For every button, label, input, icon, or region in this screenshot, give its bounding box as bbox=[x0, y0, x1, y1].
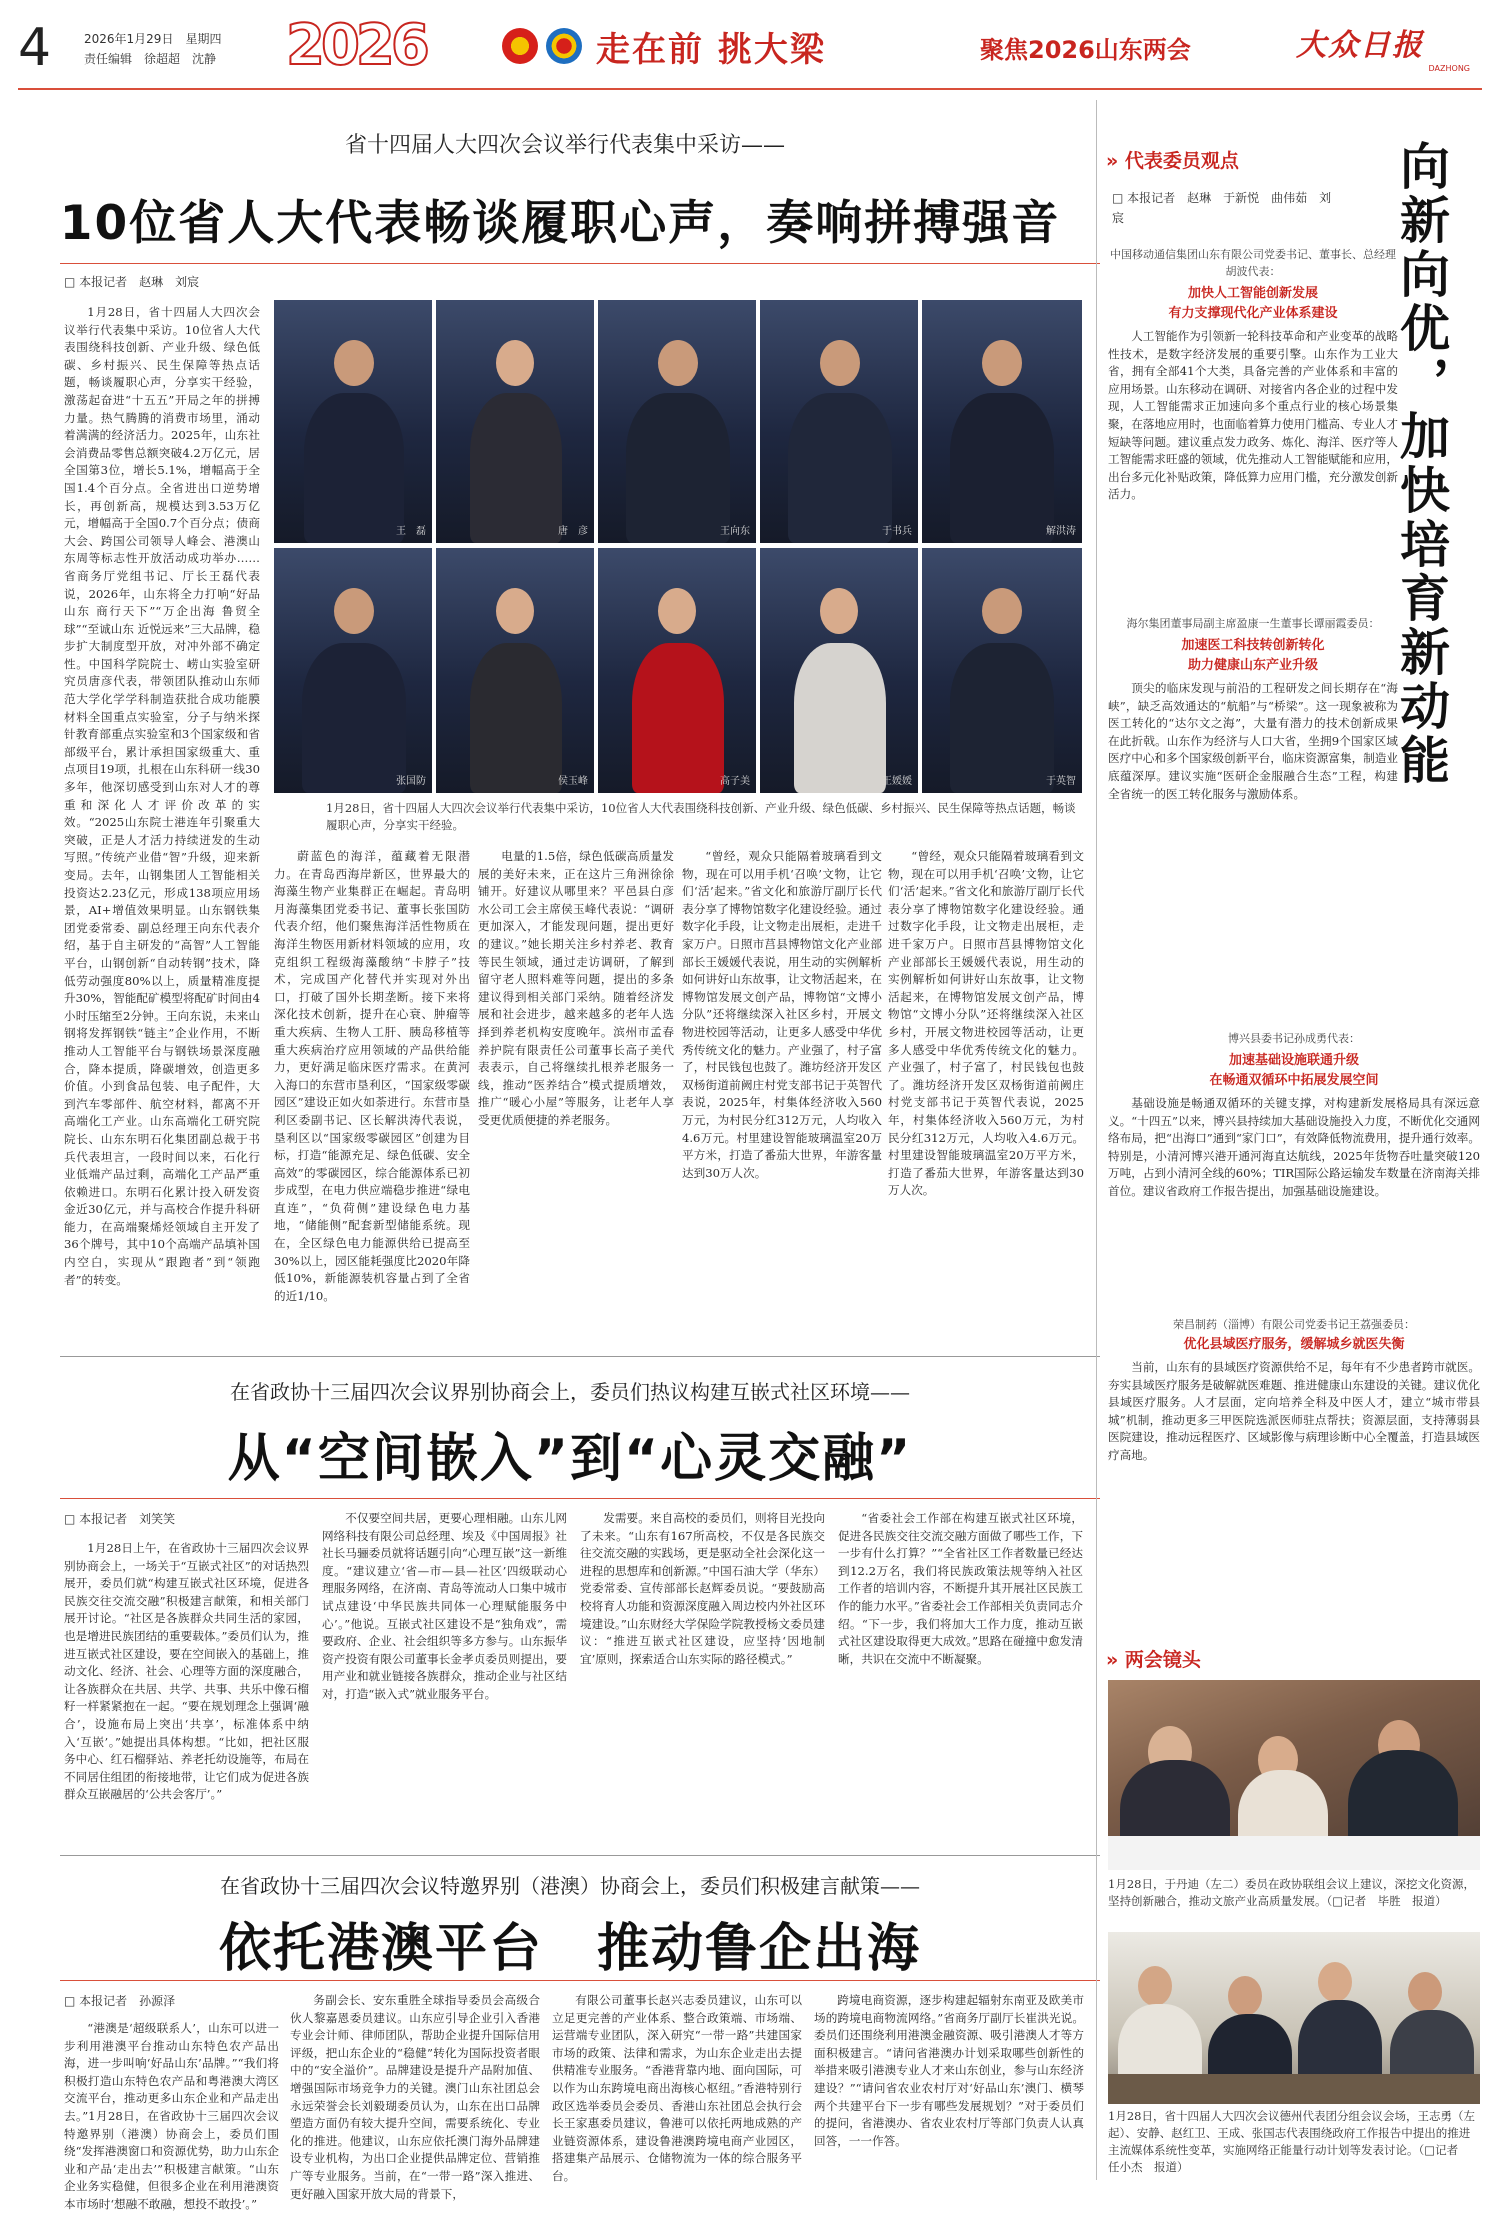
item3-body-text: 基础设施是畅通双循环的关键支撑，对构建新发展格局具有深远意义。“十四五”以来，博兴县持续加大基础设施投入力度，不断优化交通网络布局，把“出海口”通到“家门口”，有效降低物流费用，提升通行效率。特别是，小清河博兴港开通河海直达航线，2025年货物吞吐量突破120万吨，占到小清河全线的60%；TIR国际公路运输发车数量在济南海关排首位。建议省政府工作报告提出，加强基础设施建设。 bbox=[1108, 1096, 1480, 1198]
article3-col3 bbox=[552, 1992, 802, 2183]
weekday-text: 星期四 bbox=[185, 32, 222, 46]
article1-col2-text: 蔚蓝色的海洋，蕴藏着无限潜力。在青岛西海岸新区，世界最大的海藻生物产业集群正在崛起。青岛明月海藻集团党委书记、董事长张国防代表介绍，他们聚焦海洋活性物质在海洋生物医用新材料领域的应用，攻克组织工程级海藻酸纳“卡脖子”技术，完成国产化替代并实现对外出口，打破了国外长期垄断。接下来将深化技术创新，提升在心衰、肿瘤等重大疾病、生物人工肝、胰岛移植等重大疾病治疗应用领域的产品供给能力，更好满足临床医疗需求。在黄河入海口的东营市垦利区，“国家级零碳园区”建设正如火如荼进行。东营市垦利区委副书记、区长解洪涛代表说，垦利区以“国家级零碳园区”创建为目标，打造“能源充足、绿色低碳、安全高效”的零碳园区，综合能源体系已初步成型，在电力供应端稳步推进“绿电直连”，“负荷侧”建设绿色电力基地，“储能侧”配套新型储能系统。现在，全区绿色电力能源供给已提高至30%以上，园区能耗强度比2020年降低10%，新能源装机容量占到了全省的近1/10。 bbox=[274, 849, 470, 1303]
item2-head2: 助力健康山东产业升级 bbox=[1187, 658, 1318, 673]
article1-col4 bbox=[682, 848, 882, 1348]
page-number: 4 bbox=[18, 18, 52, 78]
sidebar-byline: □ 本报记者 赵琳 于新悦 曲伟茹 刘宸 bbox=[1112, 191, 1332, 225]
chevron-right-icon-2: » bbox=[1106, 1649, 1119, 1671]
article2-rule bbox=[60, 1498, 1100, 1499]
sidebar-vertical-title: 向新向优，加快培育新动能 bbox=[1392, 140, 1450, 788]
item4-body bbox=[1108, 1359, 1480, 1629]
item2-body-text: 顶尖的临床发现与前沿的工程研发之间长期存在“海峡”，缺乏高效通达的“航船”与“桥梁”。这一现象被称为医工转化的“达尔文之海”，大量有潜力的技术创新成果在此折戟。山东作为经济与人口大省，坐拥9个国家区域医疗中心和多个国家级创新平台，临床资源富集，制造业底蕴深厚。建议实施“医研企金服融合生态”工程，构建全省统一的医工转化服务与激励体系。 bbox=[1108, 681, 1398, 801]
article2-col2-text: 不仅要空间共居，更要心理相融。山东儿网网络科技有限公司总经理、埃及《中国周报》社社长马骊委员就将话题引向“心理互嵌”这一新维度。“建议建立‘省—市—县—社区’四级联动心理服务网络，在济南、青岛等流动人口集中城市试点建设‘中华民族共同体一心理赋能服务中心’。”他说。互嵌式社区建设不是“独角戏”，需要政府、企业、社会组织等多方参与。山东振华资产投资有限公司董事长金孝贞委员则提出，要用产业和就业链接各族群众，推动企业与社区结对，打造“嵌入式”就业服务平台。 bbox=[322, 1511, 567, 1701]
article2-bottom-rule bbox=[60, 1855, 1100, 1856]
article1-byline: □ 本报记者 赵琳 刘宸 bbox=[64, 275, 200, 289]
sidebar-photo2-caption: 1月28日，省十四届人大四次会议德州代表团分组会议会场，王志勇（左起）、安静、赵红卫、王成、张国志代表围绕政府工作报告中提出的推进主流媒体系统性变革，实施网络正能量行动计划等发表讨论。（□记者 任小杰 报道） bbox=[1108, 2109, 1475, 2174]
portrait-6 bbox=[274, 548, 432, 793]
item1-body bbox=[1108, 328, 1398, 600]
portrait-9 bbox=[760, 548, 918, 793]
article1-col5 bbox=[888, 848, 1084, 1348]
item3-body bbox=[1108, 1095, 1480, 1303]
portrait-name-6: 张国防 bbox=[396, 776, 426, 787]
photos-section-tag bbox=[1106, 1645, 1201, 1672]
article1-col1 bbox=[64, 304, 260, 1349]
portrait-name-10: 于英智 bbox=[1046, 776, 1076, 787]
sidebar-section-tag bbox=[1106, 146, 1239, 173]
article1-bottom-rule bbox=[60, 1356, 1100, 1357]
sidebar-divider bbox=[1096, 100, 1097, 2180]
portrait-7 bbox=[436, 548, 594, 793]
date-text: 2026年1月29日 bbox=[84, 32, 174, 46]
article3-col4-text: 跨境电商资源，逐步构建起辐射东南亚及欧美市场的跨境电商物流网络。”省商务厅副厅长崔洪光说。委员们还围绕利用港澳金融资源、吸引港澳人才等方面积极建言。“请问省港澳办计划采取哪些创新性的举措来吸引港澳专业人才来山东创业，参与山东经济建设？”“请问省农业农村厅对‘好品山东’澳门、横琴两个共建平台下一步有哪些发展规划？”对于委员们的提问，省港澳办、省农业农村厅等部门负责人认真回答，一一作答。 bbox=[814, 1993, 1084, 2148]
newspaper-en: DAZHONG bbox=[1428, 64, 1470, 73]
article3-col1 bbox=[64, 2020, 279, 2211]
year-art bbox=[280, 13, 500, 78]
editor-credit: 责任编辑 徐超超 沈静 bbox=[84, 52, 217, 66]
portrait-name-2: 唐 彦 bbox=[558, 526, 588, 537]
portrait-10 bbox=[922, 548, 1082, 793]
newspaper-name: 大众日报 bbox=[1296, 28, 1424, 63]
sidebar-item-4 bbox=[1108, 1316, 1480, 1629]
portrait-name-4: 于书兵 bbox=[882, 526, 912, 537]
article3-col4 bbox=[814, 1992, 1084, 2178]
item4-intro: 荣昌制药（淄博）有限公司党委书记王荔强委员： bbox=[1173, 1318, 1415, 1331]
article1-col5-text: “曾经，观众只能隔着玻璃看到文物，现在可以用手机‘召唤’文物，让它们‘活’起来。”省文化和旅游厅副厅长代表分享了博物馆数字化建设经验。通过数字化手段，让文物走出展柜，走进千家万户。日照市莒县博物馆文化产业部部长王媛媛代表说，用生动的实例解析如何讲好山东故事，让文物活起来，在博物馆发展文创产品，博物馆“文博小分队”还将继续深入社区乡村，开展文物进校园等活动，让更多人感受中华优秀传统文化的魅力。产业强了，村子富了，村民钱包也鼓了。潍坊经济开发区双杨街道前阙庄村党支部书记于英智代表说，2025年，村集体经济收入560万元，为村民分红312万元，人均收入4.6万元。村里建设智能玻璃温室20万平方米，打造了番茄大世界，年游客量达到30万人次。 bbox=[888, 849, 1084, 1198]
sidebar-item-2 bbox=[1108, 615, 1484, 965]
portrait-name-3: 王向东 bbox=[720, 526, 750, 537]
sidebar-photo-2 bbox=[1108, 1932, 1480, 2104]
article2-headline: 从“空间嵌入”到“心灵交融” bbox=[227, 1429, 913, 1489]
item3-head2: 在畅通双循环中拓展发展空间 bbox=[1209, 1073, 1379, 1088]
cppcc-emblem-icon bbox=[546, 28, 582, 64]
sidebar-photo1-caption: 1月28日，于丹迪（左二）委员在政协联组会议上建议，深挖文化资源，坚持创新融合，推动文旅产业高质量发展。（□记者 毕胜 报道） bbox=[1108, 1877, 1475, 1908]
year-art-graphic bbox=[280, 13, 500, 78]
article1-col3 bbox=[478, 848, 674, 1348]
masthead-rule bbox=[18, 88, 1482, 90]
sidebar-item-1 bbox=[1108, 246, 1398, 600]
item1-intro: 中国移动通信集团山东有限公司党委书记、董事长、总经理胡波代表： bbox=[1110, 248, 1396, 278]
article1-photo-caption: 1月28日，省十四届人大四次会议举行代表集中采访，10位省人大代表围绕科技创新、产业升级、绿色低碳、乡村振兴、民生保障等热点话题，畅谈履职心声，分享实干经验。 bbox=[326, 801, 1076, 832]
item4-head1: 优化县域医疗服务，缓解城乡就医失衡 bbox=[1183, 1337, 1405, 1352]
sidebar-item-3 bbox=[1108, 1030, 1480, 1303]
article2-col4 bbox=[838, 1510, 1083, 1845]
article3-col1-text: “港澳是‘超级联系人’，山东可以进一步利用港澳平台推动山东特色农产品出海，进一步叫响‘好品山东’品牌。”“我们将积极打造山东特色农产品和粤港澳大湾区交流平台，推动更多山东企业和产品走出去。”1月28日，在省政协十三届四次会议特邀界别（港澳）协商会上，委员们围绕“发挥港澳窗口和资源优势，助力山东企业和产品‘走出去’”积极建言献策。“山东企业务实稳健，但很多企业在利用港澳资本市场时‘想融不敢融，想投不敢投’。” bbox=[64, 2021, 279, 2211]
article1-headline: 10位省人大代表畅谈履职心声，奏响拼搏强音 bbox=[59, 196, 1061, 251]
article1-col1-text: 1月28日，省十四届人大四次会议举行代表集中采访。10位省人大代表围绕科技创新、产业升级、绿色低碳、乡村振兴、民生保障等热点话题，畅谈履职心声，分享实干经验，激荡起奋进“十五五”开局之年的拼搏力量。热气腾腾的消费市场里，涌动着满满的经济活力。2025年，山东社会消费品零售总额突破4.2万亿元，居全国第3位，增长5.1%，增幅高于全国1.4个百分点。全省进出口逆势增长，再创新高，规模达到3.53万亿元，增幅高于全国0.7个百分点；债商大会、跨国公司领导人峰会、港澳山东周等标志性开放活动成功举办……省商务厅党组书记、厅长王磊代表说，2026年，山东将全力打响“好品山东 商行天下”“万企出海 鲁贸全球”“至诚山东 近悦远来”三大品牌，稳步扩大制度型开放，对冲外部不确定性。中国科学院院士、崂山实验室研究员唐彦代表，带领团队推动山东师范大学化学学科制造获批合成功能膜材料全国重点实验室，分子与纳米探针教育部重点实验室和3个国家级和省部级平台，累计承担国家级重大、重点项目19项，扎根在山东科研一线30多年，他深切感受到山东对人才的尊重和深化人才评价改革的实效。“2025山东院士港连年引聚重大突破，正是人才活力持续迸发的生动写照。”传统产业借“智”升级，迎来新变局。去年，山钢集团人工智能相关投资达2.23亿元，形成138项应用场景，AI+增值效果明显。山东钢铁集团党委常委、副总经理王向东代表介绍，基于自主研发的“高智”人工智能平台，山钢创新“自动转钢”技术，降低劳动强度80%以上，质量精准度提升30%，智能配矿模型将配矿时间由4小时压缩至2分钟。王向东说，未来山钢将发挥钢铁“链主”企业作用，不断推动人工智能平台与钢铁场景深度融合，降本提质，降碳增效，创造更多价值。小到食品包装、电子配件，大到汽车零部件、航空材料，都离不开高端化工产业。山东高端化工研究院院长、山东东明石化集团副总裁于书兵代表坦言，一段时间以来，石化行业低端产品过剩，高端化工产品严重依赖进口。东明石化累计投入研发资金近30亿元，并与高校合作提升科研能力，在高端聚烯烃领域自主开发了36个牌号，其中10个高端产品填补国内空白，实现从“跟跑者”到“领跑者”的转变。 bbox=[64, 305, 260, 1287]
article3-col3-text: 有限公司董事长赵兴志委员建议，山东可以立足更完善的产业体系、整合政策端、市场端、运营端专业团队，深入研究“一带一路”共建国家市场的政策、法律和需求，为山东企业走出去提供精准专业服务。“香港背靠内地、面向国际，可以作为山东跨境电商出海核心枢纽。”香港特别行政区选举委员会委员、香港山东社团总会执行会长王家惠委员建议，鲁港可以依托两地成熟的产业链资源体系，建设鲁港澳跨境电商产业园区，搭建集产品展示、仓储物流为一体的综合服务平台。 bbox=[552, 1993, 802, 2183]
article1-kicker: 省十四届人大四次会议举行代表集中采访—— bbox=[344, 133, 785, 158]
national-emblem-icon bbox=[502, 28, 538, 64]
item2-head1: 加速医工科技转创新转化 bbox=[1181, 638, 1325, 653]
article2-col3-text: 发需要。来自高校的委员们，则将目光投向了未来。“山东有167所高校，不仅是各民族交往交流交融的实践场，更是驱动全社会深化这一进程的思想库和创新源。”中国石油大学（华东）党委常委、宣传部部长赵辉委员说。“要鼓励高校将育人功能和资源深度融入周边校内外社区环境建设。”山东财经大学保险学院教授杨文委员建议：“推进互嵌式社区建设，应坚持‘因地制宜’原则，探索适合山东实际的路径模式。” bbox=[580, 1511, 825, 1666]
chevron-right-icon: » bbox=[1106, 150, 1119, 172]
sidebar-photo-1 bbox=[1108, 1680, 1480, 1870]
article1-col4-text: “曾经，观众只能隔着玻璃看到文物，现在可以用手机‘召唤’文物，让它们‘活’起来。”省文化和旅游厅副厅长代表分享了博物馆数字化建设经验。通过数字化手段，让文物走出展柜，走进千家万户。日照市莒县博物馆文化产业部部长王媛媛代表说，用生动的实例解析如何讲好山东故事，让文物活起来，在博物馆发展文创产品，博物馆“文博小分队”还将继续深入社区乡村，开展文物进校园等活动，让更多人感受中华优秀传统文化的魅力。产业强了，村子富了，村民钱包也鼓了。潍坊经济开发区双杨街道前阙庄村党支部书记于英智代表说，2025年，村集体经济收入560万元，为村民分红312万元，人均收入4.6万元。村里建设智能玻璃温室20万平方米，打造了番茄大世界，年游客量达到30万人次。 bbox=[682, 849, 882, 1180]
article3-rule bbox=[60, 1980, 1100, 1981]
portrait-5 bbox=[922, 300, 1082, 543]
article1-rule bbox=[60, 263, 1100, 264]
portrait-name-8: 高子美 bbox=[720, 776, 750, 787]
slogan: 走在前 挑大梁 bbox=[596, 30, 826, 70]
article1-col2 bbox=[274, 848, 470, 1348]
article3-col2 bbox=[290, 1992, 540, 2201]
item1-body-text: 人工智能作为引领新一轮科技革命和产业变革的战略性技术，是数字经济发展的重要引擎。山东作为工业大省，拥有全部41个大类，具备完善的产业体系和丰富的应用场景。山东移动在调研、对接省内各企业的过程中发现，人工智能需求正加速向多个重点行业的核心场景集聚，在落地应用时，也面临着算力使用门槛高、专业人才短缺等问题。建议重点发力政务、炼化、海洋、医疗等人工智能需求旺盛的领域，优先推动人工智能赋能和应用，出台多元化补贴政策，降低算力应用门槛，充分激发创新活力。 bbox=[1108, 329, 1398, 502]
portrait-name-1: 王 磊 bbox=[396, 526, 426, 537]
article1-photo-grid bbox=[274, 300, 1082, 793]
portrait-name-7: 侯玉峰 bbox=[558, 776, 588, 787]
portrait-8 bbox=[598, 548, 756, 793]
issue-date bbox=[84, 30, 221, 47]
theme-title: 聚焦2026山东两会 bbox=[980, 36, 1191, 64]
article3-kicker: 在省政协十三届四次会议特邀界别（港澳）协商会上，委员们积极建言献策—— bbox=[220, 1874, 920, 1898]
article2-col1 bbox=[64, 1540, 309, 1845]
portrait-2 bbox=[436, 300, 594, 543]
newspaper-logo bbox=[1296, 20, 1476, 78]
article2-byline: □ 本报记者 刘笑笑 bbox=[64, 1512, 176, 1526]
article2-col3 bbox=[580, 1510, 825, 1845]
year-art-text: 2026 bbox=[286, 13, 426, 78]
article2-col4-text: “省委社会工作部在构建互嵌式社区环境，促进各民族交往交流交融方面做了哪些工作，下一步有什么打算？”“全省社区工作者数量已经达到12.2万名，我们将民族政策法规等纳入社区工作者的培训内容，不断提升其开展社区民族工作的能力水平。”省委社会工作部相关负责同志介绍。“下一步，我们将加大工作力度，推动互嵌式社区建设取得更大成效。”思路在碰撞中愈发清晰，共识在交流中不断凝聚。 bbox=[838, 1511, 1083, 1666]
article3-byline: □ 本报记者 孙源泽 bbox=[64, 1994, 176, 2008]
article2-col1-text: 1月28日上午，在省政协十三届四次会议界别协商会上，一场关于“互嵌式社区”的对话热烈展开，委员们就“构建互嵌式社区环境，促进各民族交往交流交融”积极建言献策，和相关部门展开讨论。“社区是各族群众共同生活的家园，也是增进民族团结的重要载体。”委员们认为，推进互嵌式社区建设，要在空间嵌入的基础上，推动文化、经济、社会、心理等方面的深度融合，让各族群众在共居、共学、共事、共乐中像石榴籽一样紧紧抱在一起。“要在规划理念上强调‘融合’，设施布局上突出‘共享’，标准体系中纳入‘互嵌’。”她提出具体构想。“比如，把社区服务中心、红石榴驿站、养老托幼设施等，布局在不同居住组团的衔接地带，让它们成为促进各族群众互嵌融居的‘公共会客厅’。” bbox=[64, 1541, 309, 1802]
photos-section-label: 两会镜头 bbox=[1124, 1649, 1201, 1671]
item1-head1: 加快人工智能创新发展 bbox=[1187, 286, 1318, 301]
item2-intro: 海尔集团董事局副主席盈康一生董事长谭丽霞委员： bbox=[1126, 617, 1380, 630]
item1-head2: 有力支撑现代化产业体系建设 bbox=[1168, 306, 1338, 321]
item3-head1: 加速基础设施联通升级 bbox=[1228, 1053, 1359, 1068]
article3-col2-text: 务副会长、安东重胜全球指导委员会高级合伙人黎嘉恩委员建议。山东应引导企业引入香港专业会计师、律师团队，帮助企业提升国际信用评级，把山东企业的“稳健”转化为国际投资者眼中的“安全溢价”。品牌建设是提升产品附加值、增强国际市场竞争力的关键。澳门山东社团总会永远荣誉会长刘毅瑚委员认为，山东在出口品牌塑造方面仍有较大提升空间，需要系统化、专业化的推进。他建议，山东应依托澳门海外品牌建设专业机构，为出口企业提供品牌定位、营销推广等专业服务。当前，在“一带一路”深入推进、更好融入国家开放大局的背景下， bbox=[290, 1993, 540, 2201]
item2-body bbox=[1108, 680, 1398, 965]
portrait-3 bbox=[598, 300, 756, 543]
item4-body-text: 当前，山东有的县域医疗资源供给不足，每年有不少患者跨市就医。夯实县域医疗服务是破解就医难题、推进健康山东建设的关键。建议优化县域医疗服务。人才层面，定向培养全科及中医人才，建立“城市带县城”机制，推动更多三甲医院选派医师驻点帮扶；资源层面，支持薄弱县医院建设，推动远程医疗、区域影像与病理诊断中心全覆盖，打造县域医疗高地。 bbox=[1108, 1360, 1480, 1462]
article3-headline: 依托港澳平台 推动鲁企出海 bbox=[218, 1919, 921, 1979]
portrait-4 bbox=[760, 300, 918, 543]
sidebar-section-label: 代表委员观点 bbox=[1124, 150, 1239, 172]
portrait-1 bbox=[274, 300, 432, 543]
item3-intro: 博兴县委书记孙成勇代表： bbox=[1228, 1032, 1360, 1045]
portrait-name-9: 王媛媛 bbox=[882, 776, 912, 787]
article2-kicker: 在省政协十三届四次会议界别协商会上，委员们热议构建互嵌式社区环境—— bbox=[230, 1380, 910, 1404]
portrait-name-5: 解洪涛 bbox=[1046, 526, 1076, 537]
article1-col3-text: 电量的1.5倍，绿色低碳高质量发展的美好未来，正在这片三角洲徐徐铺开。好建议从哪里来？平邑县白彦水公司工会主席侯玉峰代表说：“调研更加深入，才能发现问题，提出更好的建议。”她长期关注乡村养老、教育等民生领域，通过走访调研，了解到留守老人照料难等问题，提出的多条建议得到相关部门采纳。随着经济发展和社会进步，越来越多的老年人选择到养老机构安度晚年。滨州市孟春养护院有限责任公司董事长高子美代表表示，自己将继续扎根养老服务一线，推动“医养结合”模式提质增效，推广“暖心小屋”等服务，让老年人享受更优质便捷的养老服务。 bbox=[478, 849, 674, 1127]
article2-col2 bbox=[322, 1510, 567, 1845]
